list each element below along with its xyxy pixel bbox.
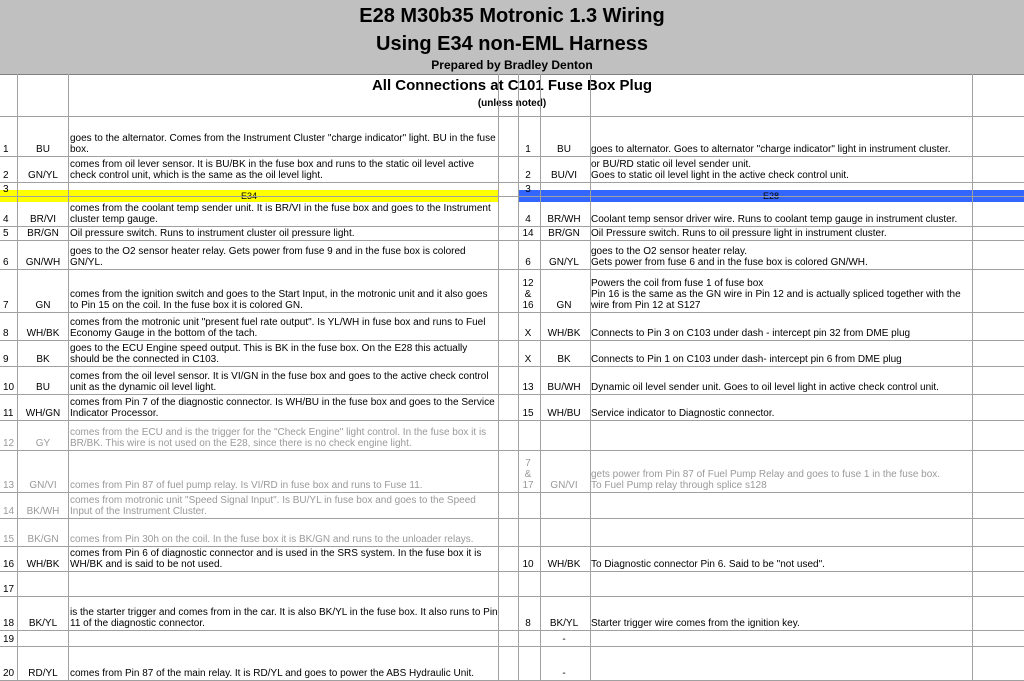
e28-pin-number <box>518 493 538 517</box>
wire-color: GN/YL <box>27 170 58 181</box>
e28-pin-number: 13 <box>522 382 534 393</box>
e28-wire-color: - <box>562 634 566 645</box>
e28-pin-number: 6 <box>525 257 531 268</box>
e28-wire-color <box>540 572 588 595</box>
wire-color: GY <box>35 438 51 449</box>
pin-number: 20 <box>3 668 15 679</box>
pin-number: 9 <box>3 354 9 365</box>
e28-pin-number: 12 & 16 <box>522 278 534 311</box>
e28-wire-description: Starter trigger wire comes from the ignition key. <box>591 618 800 629</box>
pin-number: 4 <box>3 214 9 225</box>
wire-color <box>19 631 67 645</box>
e28-pin-number: X <box>524 328 532 339</box>
wire-description: comes from the oil level sensor. It is VI/GN in the fuse box and goes to the active check control unit as the dynamic oil level light. <box>70 371 489 393</box>
wire-description: comes from the motronic unit "present fuel rate output". Is YL/WH in fuse box and runs to Fuel Economy Gauge in the bottom of the tach. <box>70 317 486 339</box>
wire-color: GN/WH <box>25 257 61 268</box>
wire-color: WH/BK <box>26 559 60 570</box>
e28-wire-color <box>540 421 588 449</box>
e28-wire-description <box>591 647 971 679</box>
pin-number: 19 <box>3 634 15 645</box>
e28-wire-description: Connects to Pin 1 on C103 under dash- intercept pin 6 from DME plug <box>591 354 902 365</box>
pin-number: 10 <box>3 382 15 393</box>
e28-pin-number: X <box>524 354 532 365</box>
e28-wire-description: Connects to Pin 3 on C103 under dash - intercept pin 32 from DME plug <box>591 328 911 339</box>
e28-pin-number <box>518 647 538 679</box>
e28-pin-number: 3 <box>525 184 531 195</box>
wire-color: BK <box>36 354 50 365</box>
wire-description: comes from motronic unit "Speed Signal Input". Is BU/YL in fuse box and goes to the Speed Input of the Instrument Cluster. <box>70 495 476 517</box>
section-title: All Connections at C101 Fuse Box Plug <box>371 77 653 94</box>
e28-wire-description: goes to alternator. Goes to alternator "charge indicator" light in instrument cluster. <box>591 144 951 155</box>
pin-number: 13 <box>3 480 15 491</box>
pin-number: 7 <box>3 300 9 311</box>
wire-color <box>19 572 67 595</box>
e28-wire-description <box>591 572 971 595</box>
e28-wire-color <box>540 183 588 195</box>
e28-wire-description <box>591 493 971 517</box>
wire-color: BK/WH <box>26 506 60 517</box>
e28-wire-color: BU/VI <box>550 170 578 181</box>
pin-number: 8 <box>3 328 9 339</box>
grid-row-line <box>0 116 1024 117</box>
wire-description: comes from Pin 7 of the diagnostic connector. Is WH/BU in the fuse box and goes to the Service Indicator Processor. <box>70 397 495 419</box>
grid-column-line <box>68 74 69 680</box>
e28-pin-number: 8 <box>525 618 531 629</box>
wire-color: WH/GN <box>25 408 61 419</box>
pin-number: 2 <box>3 170 9 181</box>
wire-description: comes from Pin 6 of diagnostic connector and is used in the SRS system. In the fuse box it is WH/BK and is said to be not used. <box>70 548 482 570</box>
pin-number: 16 <box>3 559 15 570</box>
e28-wire-description: Oil Pressure switch. Runs to oil pressure light in instrument cluster. <box>591 228 887 239</box>
e28-wire-description <box>591 519 971 545</box>
pin-number: 14 <box>3 506 15 517</box>
pin-number: 11 <box>3 408 14 419</box>
document-title: E28 M30b35 Motronic 1.3 Wiring <box>359 5 665 27</box>
wire-color <box>19 183 67 195</box>
wire-description <box>70 631 498 645</box>
e28-wire-color: WH/BK <box>547 328 581 339</box>
e28-pin-number: 10 <box>522 559 534 570</box>
e28-wire-description: Powers the coil from fuse 1 of fuse box Pin 16 is the same as the GN wire in Pin 12 and is actually spliced together with the wire from Pin 12 at S127 <box>591 278 961 311</box>
section-note: (unless noted) <box>477 98 547 109</box>
wire-description <box>70 183 498 195</box>
wire-color: WH/BK <box>26 328 60 339</box>
e28-wire-color: WH/BU <box>547 408 581 419</box>
wire-color: BU <box>36 144 50 155</box>
wire-description: comes from Pin 30h on the coil. In the fuse box it is BK/GN and runs to the unloader relays. <box>70 534 474 545</box>
wire-color: BK/GN <box>27 534 59 545</box>
wire-color: BR/VI <box>29 214 57 225</box>
pin-number: 18 <box>3 618 15 629</box>
e28-wire-color <box>540 519 588 545</box>
e34-column-header: E34 <box>0 190 498 202</box>
wire-description: comes from oil lever sensor. It is BU/BK in the fuse box and runs to the static oil level active check control unit, which is the same as the oil level light. <box>70 159 475 181</box>
e28-wire-color: BR/GN <box>548 228 580 239</box>
e28-pin-number: 7 & 17 <box>522 458 534 491</box>
wire-description: comes from Pin 87 of fuel pump relay. Is VI/RD in fuse box and runs to Fuse 11. <box>70 480 423 491</box>
e28-wire-color: WH/BK <box>547 559 581 570</box>
pin-number: 6 <box>3 257 9 268</box>
author-line: Prepared by Bradley Denton <box>431 58 593 72</box>
pin-number: 15 <box>3 534 15 545</box>
e28-column-header: E28 <box>518 190 1024 202</box>
wire-description: goes to the ECU Engine speed output. This is BK in the fuse box. On the E28 this actually should be the connected in C103. <box>70 343 468 365</box>
pin-number: 3 <box>3 184 9 195</box>
wire-color: GN/VI <box>29 480 57 491</box>
e28-pin-number: 2 <box>525 170 531 181</box>
e28-pin-number: 14 <box>522 228 534 239</box>
wire-color: BR/GN <box>27 228 59 239</box>
e28-wire-description <box>591 421 971 449</box>
e28-pin-number <box>518 519 538 545</box>
e28-wire-color: GN/YL <box>548 257 579 268</box>
e28-wire-color: - <box>562 668 566 679</box>
e28-wire-description: To Diagnostic connector Pin 6. Said to be "not used". <box>591 559 825 570</box>
grid-column-line <box>972 74 973 680</box>
wire-color: BK/YL <box>28 618 58 629</box>
e28-wire-color: GN/VI <box>550 480 578 491</box>
wire-description <box>70 572 498 595</box>
e28-wire-color: BK/YL <box>549 618 579 629</box>
e28-wire-description: Dynamic oil level sender unit. Goes to oil level light in active check control unit. <box>591 382 939 393</box>
e28-wire-description: goes to the O2 sensor heater relay. Gets power from fuse 6 and in the fuse box is colored GN/WH. <box>591 246 868 268</box>
e28-wire-description: or BU/RD static oil level sender unit. Goes to static oil level light in the active check control unit. <box>591 159 849 181</box>
e28-wire-description: Service indicator to Diagnostic connector. <box>591 408 775 419</box>
wire-color: BU <box>36 382 50 393</box>
pin-number: 1 <box>3 144 9 155</box>
grid-column-line <box>498 74 499 680</box>
e28-pin-number: 1 <box>525 144 531 155</box>
wiring-table <box>0 74 1024 680</box>
pin-number: 17 <box>3 584 15 595</box>
e28-wire-description: gets power from Pin 87 of Fuel Pump Relay and goes to fuse 1 in the fuse box. To Fuel Pump relay through splice s128 <box>591 469 941 491</box>
e28-pin-number <box>518 572 538 595</box>
e28-wire-color: BR/WH <box>547 214 581 225</box>
e28-wire-color: BU <box>557 144 571 155</box>
e28-pin-number <box>518 631 538 645</box>
e28-wire-color: BU/WH <box>547 382 581 393</box>
title-banner <box>0 0 1024 75</box>
wire-description: comes from Pin 87 of the main relay. It is RD/YL and goes to power the ABS Hydraulic Unit. <box>70 668 475 679</box>
pin-number: 12 <box>3 438 15 449</box>
e28-pin-number <box>518 421 538 449</box>
wire-description: goes to the O2 sensor heater relay. Gets power from fuse 9 and in the fuse box is colored GN/YL. <box>70 246 466 268</box>
wire-description: is the starter trigger and comes from in the car. It is also BK/YL in the fuse box. It also runs to Pin 11 of the diagnostic connector. <box>70 607 498 629</box>
e28-wire-color: GN <box>556 300 572 311</box>
wire-description: comes from the ECU and is the trigger for the "Check Engine" light control. In the fuse box it is BR/BK. This wire is not used on the E28, since there is no check engine light. <box>70 427 487 449</box>
document-subtitle: Using E34 non-EML Harness <box>376 33 648 55</box>
pin-number: 5 <box>3 228 9 239</box>
e28-wire-color <box>540 493 588 517</box>
e28-wire-description <box>591 183 971 195</box>
e28-wire-color: BK <box>557 354 571 365</box>
wire-description: Oil pressure switch. Runs to instrument cluster oil pressure light. <box>70 228 355 239</box>
wire-description: goes to the alternator. Comes from the Instrument Cluster "charge indicator" light. BU in the fuse box. <box>70 133 496 155</box>
wire-color: RD/YL <box>28 668 58 679</box>
e28-wire-description: Coolant temp sensor driver wire. Runs to coolant temp gauge in instrument cluster. <box>591 214 958 225</box>
e28-pin-number: 15 <box>522 408 534 419</box>
e28-wire-description <box>591 631 971 645</box>
wire-description: comes from the coolant temp sender unit. It is BR/VI in the fuse box and goes to the Instrument cluster temp gauge. <box>70 203 491 225</box>
wire-color: GN <box>35 300 51 311</box>
e28-pin-number: 4 <box>525 214 531 225</box>
wire-description: comes from the ignition switch and goes to the Start Input, in the motronic unit and it also goes to Pin 15 on the coil. In the fuse box it is colored GN. <box>70 289 488 311</box>
